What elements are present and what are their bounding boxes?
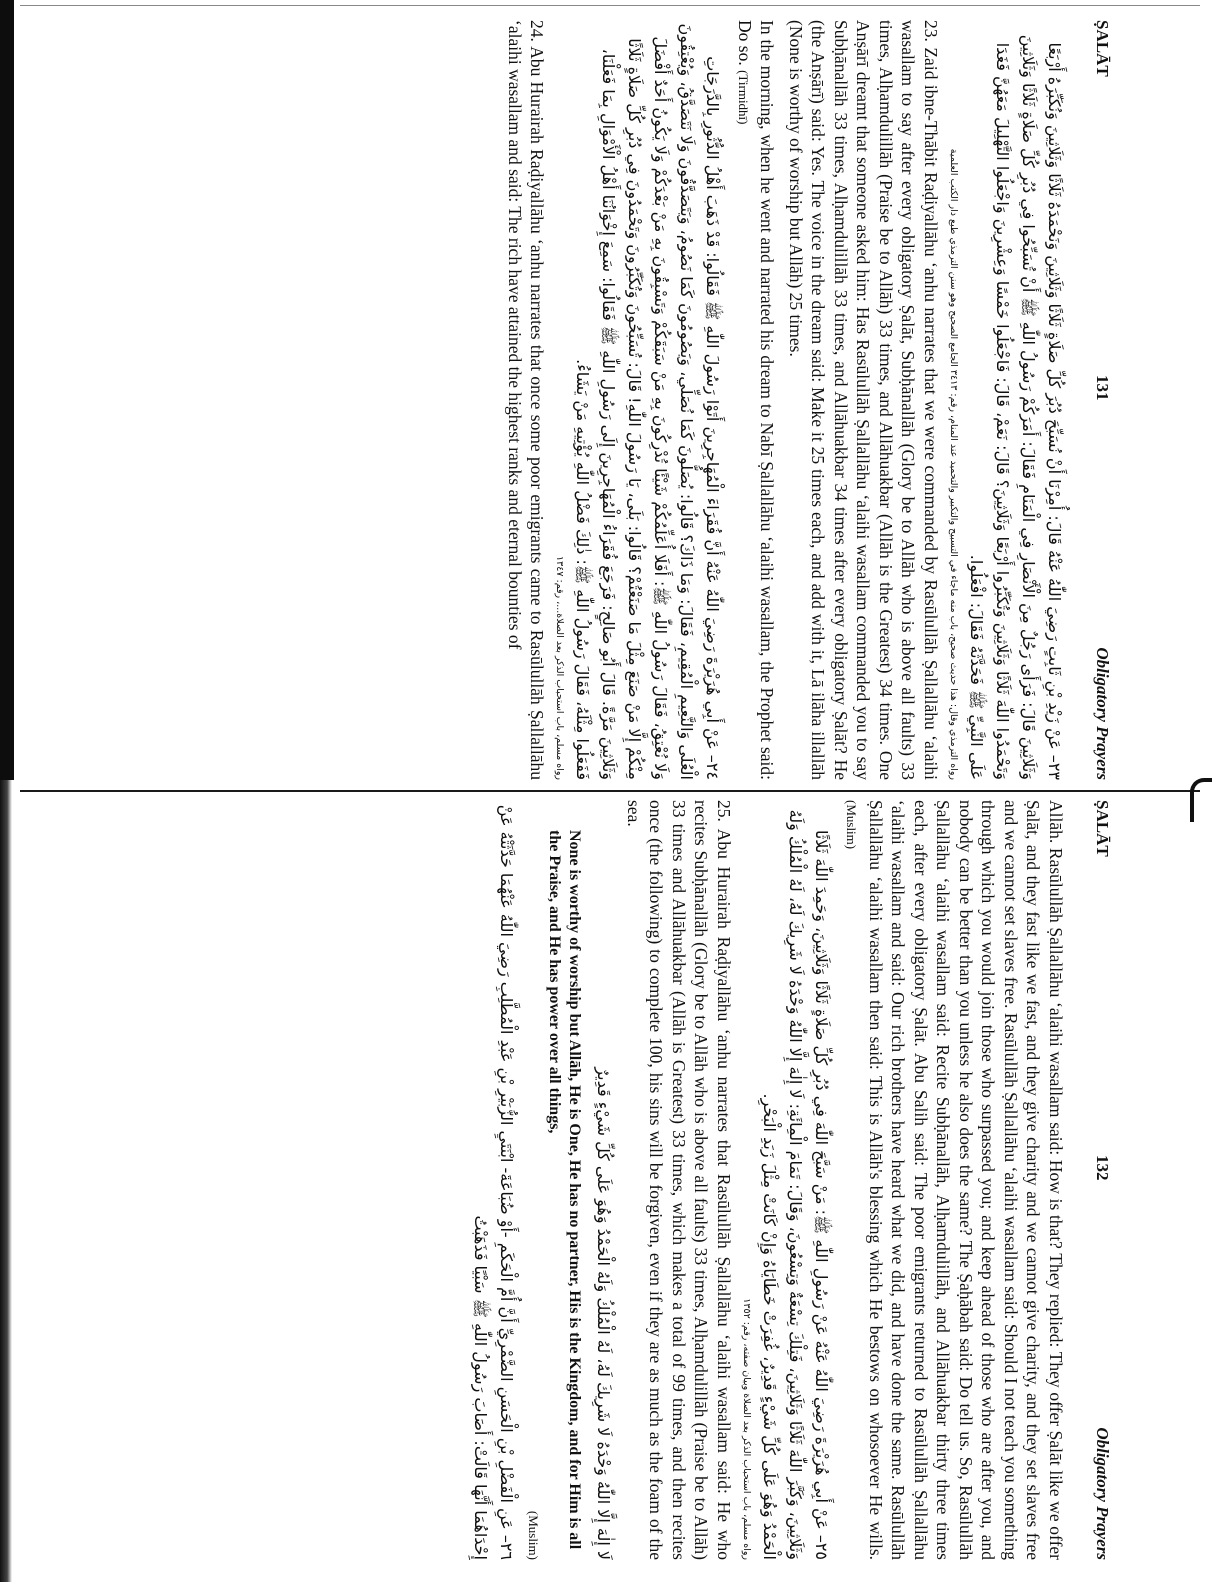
- page-body: [464, 800, 1070, 1560]
- arabic-hadith-23: ٢٣– عَنْ زَيْدِ بْنِ ثَابِتٍ رَضِيَ اللّٰهُ عَنْهُ قَالَ: أُمِرْنَا أَنْ نُسَبِّحَ دُبُرَ كُلِّ صَلَاةٍ ثَلَاثًا وَثَلَاثِينَ وَنَحْمَدَهُ ثَلَاثًا وَثَلَاثِينَ وَنُكَبِّرَهُ أَرْبَعًا وَثَلَاثِينَ قَالَ: فَرَأَى رَجُلٌ مِنَ الْأَنْصَارِ فِي الْمَنَامِ فَقَالَ: أَمَرَكُمْ رَسُولُ اللّٰهِ ﷺ أَنْ تُسَبِّحُوا فِي دُبُرِ كُلِّ صَلَاةٍ ثَلَاثًا وَثَلَاثِينَ وَتَحْمَدُوا اللّٰهَ ثَلَاثًا وَثَلَاثِينَ وَتُكَبِّرُوا أَرْبَعًا وَثَلَاثِينَ؟ قَالَ: نَعَمْ، قَالَ: فَاجْعَلُوا خَمْسًا وَعِشْرِينَ وَاجْعَلُوا التَّهْلِيلَ مَعَهُنَّ فَغَدَا عَلَى النَّبِيِّ ﷺ فَحَدَّثَهُ فَقَالَ: افْعَلُوا.: [967, 34, 1064, 780]
- citation-23: (Tirmidhī): [736, 70, 751, 125]
- hadith-24-continuation: [840, 800, 1067, 1560]
- page-131: [40, 20, 1120, 780]
- arabic-kalima: لَا إِلٰهَ إِلَّا اللّٰهُ وَحْدَهُ لَا شَرِيكَ لَهُ، لَهُ الْمُلْكُ وَلَهُ الْحَمْدُ وَهُوَ عَلَى كُلِّ شَيْءٍ قَدِيرٌ: [594, 1067, 614, 1560]
- citation-25: (Muslim): [526, 1510, 542, 1560]
- page-number: 132: [1093, 1155, 1112, 1181]
- book-spine-shadow-top: [0, 0, 14, 780]
- page-number: 131: [1093, 375, 1112, 401]
- hadith-23-continuation: [732, 20, 779, 780]
- arabic-hadith-24: ٢٤– عَنْ أَبِي هُرَيْرَةَ رَضِيَ اللّٰهُ عَنْهُ أَنَّ فُقَرَاءَ الْمُهَاجِرِينَ أَتَوْا رَسُولَ اللّٰهِ ﷺ فَقَالُوا: قَدْ ذَهَبَ أَهْلُ الدُّثُورِ بِالدَّرَجَاتِ الْعُلَى وَالنَّعِيمِ الْمُقِيمِ، فَقَالَ: وَمَا ذَاكَ؟ قَالُوا: يُصَلُّونَ كَمَا نُصَلِّي، وَيَصُومُونَ كَمَا نَصُومُ، وَيَتَصَدَّقُونَ وَلَا نَتَصَدَّقُ، وَيُعْتِقُونَ وَلَا نُعْتِقُ، فَقَالَ رَسُولُ اللّٰهِ ﷺ: أَفَلَا أُعَلِّمُكُمْ شَيْئًا تُدْرِكُونَ بِهِ مَنْ سَبَقَكُمْ وَتَسْبِقُونَ بِهِ مَنْ بَعْدَكُمْ وَلَا يَكُونُ أَحَدٌ أَفْضَلَ مِنْكُمْ إِلَّا مَنْ صَنَعَ مِثْلَ مَا صَنَعْتُمْ؟ قَالُوا: بَلَى، يَا رَسُولَ اللّٰهِ! قَالَ: تُسَبِّحُونَ وَتُكَبِّرُونَ وَتَحْمَدُونَ فِي دُبُرِ كُلِّ صَلَاةٍ ثَلَاثًا وَثَلَاثِينَ مَرَّةً. قَالَ أَبُو صَالِحٍ: فَرَجَعَ فُقَرَاءُ الْمُهَاجِرِينَ إِلَى رَسُولِ اللّٰهِ ﷺ فَقَالُوا: سَمِعَ إِخْوَانُنَا أَهْلُ الْأَمْوَالِ بِمَا فَعَلْنَا، فَفَعَلُوا مِثْلَهُ، فَقَالَ رَسُولُ اللّٰهِ ﷺ: ذٰلِكَ فَضْلُ اللّٰهِ يُؤْتِيهِ مَنْ يَشَاءُ.: [573, 23, 723, 780]
- kalima-translation: None is worthy of worship but Allāh, He is One, He has no partner, His is the Kingdom, and for Him is all the Praise, and He has power over all things,: [546, 830, 584, 1550]
- hadith-23-text-b: In the morning, when he went and narrated his dream to Nabī Ṣallallāhu ʻalaihi wasallam, the Prophet said: Do so.: [735, 20, 778, 780]
- page-132: [40, 800, 1120, 1560]
- hadith-24-translation: 24. Abu Hurairah Raḍiyallāhu ʻanhu narrates that once some poor emigrants came to Rasūlullāh Ṣallallāhu ʻalaihi wasallam and said: The rich have attained the highest ranks and eternal bounties of: [505, 20, 548, 780]
- page-header: [1086, 800, 1112, 1560]
- running-head-right: Obligatory Prayers: [1093, 647, 1112, 780]
- book-spine-shadow-bottom: [0, 780, 12, 1582]
- page-header: [1086, 20, 1112, 780]
- hadith-23-translation: 23. Zaid ibne-Thābit Raḍiyallāhu ʻanhu narrates that we were commanded by Rasūlullāh Ṣallallāhu ʻalaihi wasallam to say after every obligatory Ṣalāt, Subḥānallāh (Glory be to Allāh who is above all faults) 33 times, Alḥamdulillāh (Praise be to Allāh) 33 times, and Allāhuakbar (Allāh is the Greatest) 34 times. One Anṣārī dreamt that someone asked him: Has Rasūlullāh Ṣallallāhu ʻalaihi wasallam commanded you to say Subḥānallāh 33 times, Alḥamdulillāh 33 times, and Allāhuakbar 34 times after every obligatory Ṣalāt? He (the Anṣārī) said: Yes. The voice in the dream said: Make it 25 times each, and add with it, Lā ilāha illallāh (None is worthy of worship but Allāh) 25 times.: [786, 20, 941, 780]
- arabic-hadith-26: ٢٦– عَنِ الْفَضْلِ بْنِ الْحَسَنِ الضَّمْرِيِّ أَنَّ أُمَّ الْحَكَمِ -أَوْ ضُبَاعَةَ- ابْنَتَيِ الزُّبَيْرِ بْنِ عَبْدِ الْمُطَّلِبِ رَضِيَ اللّٰهُ عَنْهُمَا حَدَّثَتْهُ عَنْ إِحْدَاهُمَا أَنَّهَا قَالَتْ: أَصَابَ رَسُولُ اللّٰهِ ﷺ سَبْيًا فَذَهَبْتُ: [471, 804, 516, 1560]
- arabic-reference-24: رواه مسلم، باب استحباب الذكر بعد الصلاة...، رقم: ١٣٤٧: [554, 556, 566, 780]
- hadith-24-text-b: Allāh. Rasūlullāh Ṣallallāhu ʻalaihi wasallam said: How is that? They replied: They offer Ṣalāt like we offer Ṣalāt, and they fast like we fast, and they give charity and we cannot give charity, and they set slaves free and we cannot set slaves free. Rasūlullāh Ṣallallāhu ʻalaihi wasallam said: Should I not teach you something through which you would join those who surpassed you; and keep ahead of those who are after you, and nobody can be better than you unless he also does the same? The Ṣaḥābah said: Do tell us. So, Rasūlullāh Ṣallallāhu ʻalaihi wasallam said: Recite Subḥānallāh, Alḥamdulillāh, and Allāhuakbar thirty three times each, after every obligatory Ṣalāt. Abu Salih said: The poor emigrants returned to Rasūlullāh Ṣallallāhu ʻalaihi wasallam and said: Our rich brothers have heard what we did, and have done the same. Rasūlullāh Ṣallallāhu ʻalaihi wasallam then said: This is Allāh's blessing which He bestows on whosoever He wills.: [866, 800, 1066, 1560]
- scan-top-edge: [20, 5, 1200, 6]
- citation-24: (Muslim): [844, 800, 860, 850]
- running-head-left: ṢALĀT: [1093, 800, 1112, 857]
- running-head-left: ṢALĀT: [1093, 20, 1112, 77]
- page-divider: [20, 790, 1200, 792]
- running-head-right: Obligatory Prayers: [1093, 1427, 1112, 1560]
- arabic-reference-25: رواه مسلم، باب استحباب الذكر بعد الصلاة وبيان صفته، رقم: ١٣٥٢: [741, 1298, 752, 1560]
- page-fold-hook: [1190, 778, 1212, 822]
- hadith-25-translation: 25. Abu Hurairah Raḍiyallāhu ʻanhu narrates that Rasūlullāh Ṣallallāhu ʻalaihi wasallam said: He who recites Subḥānallāh (Glory be to Allāh who is above all faults) 33 times, Alḥamdulillāh (Praise be to Allāh) 33 times and Allāhuakbar (Allāh is Greatest) 33 times, which makes a total of 99 times, and then recites once (the following) to complete 100, his sins will be forgiven, even if they are as much as the foam of the sea.: [624, 800, 734, 1560]
- arabic-reference-23: رواه الترمذي وقال: هذا حديث صحيح، باب منه ماجاء في التسبيح والتكبير والتحميد عند المنام، رقم: ٣٤١٣ الجامع الصحيح وهو سنن الترمذي طبع دار الكتب العلمية: [948, 148, 959, 780]
- page-body: [498, 20, 1071, 780]
- arabic-hadith-25: ٢٥– عَنْ أَبِي هُرَيْرَةَ رَضِيَ اللّٰهُ عَنْهُ عَنْ رَسُولِ اللّٰهِ ﷺ: مَنْ سَبَّحَ اللّٰهَ فِي دُبُرِ كُلِّ صَلَاةٍ ثَلَاثًا وَثَلَاثِينَ، وَحَمِدَ اللّٰهَ ثَلَاثًا وَثَلَاثِينَ، وَكَبَّرَ اللّٰهَ ثَلَاثًا وَثَلَاثِينَ، فَتِلْكَ تِسْعَةٌ وَتِسْعُونَ، وَقَالَ: تَمَامَ الْمِائَةِ: لَا إِلٰهَ إِلَّا اللّٰهُ وَحْدَهُ لَا شَرِيكَ لَهُ، لَهُ الْمُلْكُ وَلَهُ الْحَمْدُ وَهُوَ عَلَى كُلِّ شَيْءٍ قَدِيرٌ، غُفِرَتْ خَطَايَاهُ وَإِنْ كَانَتْ مِثْلَ زَبَدِ الْبَحْرِ.: [760, 809, 831, 1560]
